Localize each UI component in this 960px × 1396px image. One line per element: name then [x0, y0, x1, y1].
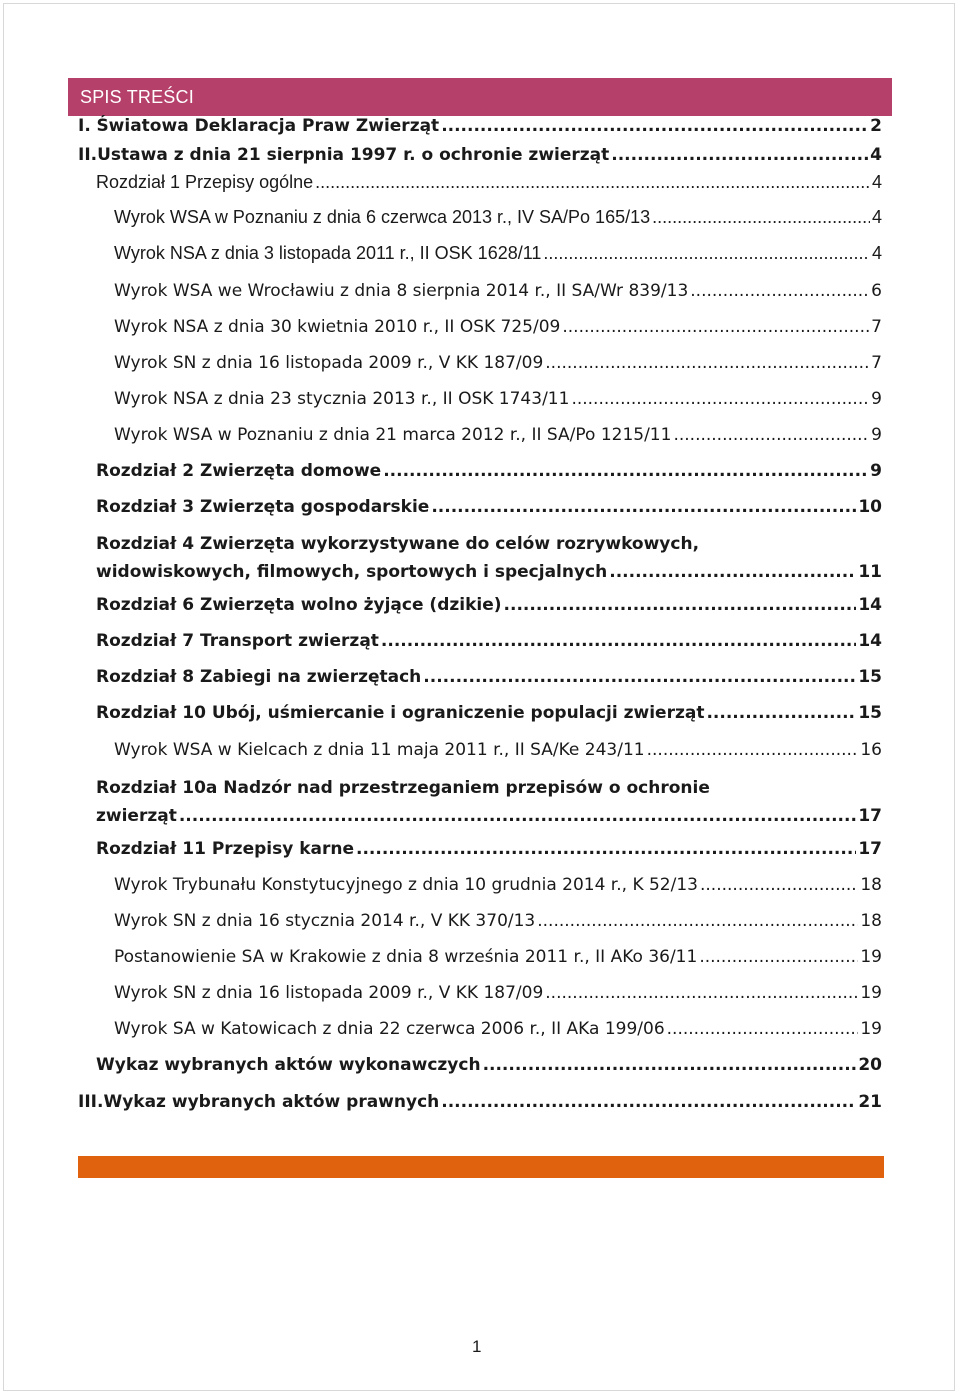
toc-entry-judgment[interactable]	[114, 911, 882, 941]
toc-entry-judgment[interactable]	[114, 207, 882, 237]
toc-entry-judgment[interactable]	[114, 1019, 882, 1049]
toc-page-number: 7	[871, 353, 882, 373]
toc-entry-label: Ustawa z dnia 21 sierpnia 1997 r. o ochronie zwierząt	[97, 145, 610, 165]
toc-entry-label: Wyrok NSA z dnia 3 listopada 2011 r., II OSK 1628/11	[114, 243, 542, 263]
toc-page-number: 19	[860, 1019, 882, 1039]
toc-entry-label: Rozdział 8 Zabiegi na zwierzętach	[96, 667, 422, 687]
toc-page-number: 2	[870, 116, 882, 136]
toc-entry-chapter-11[interactable]	[96, 839, 882, 869]
toc-page-number: 14	[858, 631, 882, 651]
toc-entry-label: Wyrok NSA z dnia 30 kwietnia 2010 r., II OSK 725/09	[114, 317, 561, 337]
toc-page-number: 20	[858, 1055, 882, 1075]
toc-page-number: 21	[858, 1092, 882, 1112]
toc-page-number: 9	[870, 461, 882, 481]
toc-page-number: 19	[860, 983, 882, 1003]
toc-page-number: 9	[871, 425, 882, 445]
toc-entry-chapter-1[interactable]	[96, 172, 882, 202]
toc-entry-chapter-8[interactable]	[96, 667, 882, 697]
toc-page-number: 15	[858, 667, 882, 687]
toc-entry-label-line2: widowiskowych, filmowych, sportowych i specjalnych	[96, 562, 608, 582]
toc-dot-leader	[441, 116, 868, 136]
toc-entry-judgment[interactable]	[114, 353, 882, 383]
toc-page-number: 18	[860, 875, 882, 895]
toc-dot-leader	[504, 595, 857, 615]
toc-page-number: 16	[860, 740, 882, 760]
toc-entry-label: Wyrok NSA z dnia 23 stycznia 2013 r., II OSK 1743/11	[114, 389, 570, 409]
toc-entry-part-3[interactable]	[78, 1092, 882, 1122]
toc-dot-leader	[647, 740, 859, 760]
toc-dot-leader	[179, 802, 856, 830]
toc-dot-leader	[609, 558, 856, 586]
toc-entry-judgment[interactable]	[114, 983, 882, 1013]
toc-page-number: 11	[858, 562, 882, 582]
toc-entry-judgment[interactable]	[114, 281, 882, 311]
toc-dot-leader	[423, 667, 856, 687]
toc-entry-chapter-4[interactable]	[96, 530, 882, 592]
toc-entry-judgment[interactable]	[114, 740, 882, 770]
toc-entry-number: II.	[78, 145, 98, 165]
toc-page-number: 19	[860, 947, 882, 967]
toc-entry-executive-acts[interactable]	[96, 1055, 882, 1085]
toc-page-number: 14	[858, 595, 882, 615]
toc-header-bar	[68, 78, 892, 116]
toc-dot-leader	[441, 1092, 856, 1112]
toc-entry-decision[interactable]	[114, 947, 882, 977]
toc-entry-label: Wyrok SA w Katowicach z dnia 22 czerwca 2006 r., II AKa 199/06	[114, 1019, 665, 1039]
toc-dot-leader	[545, 353, 869, 373]
toc-entry-judgment[interactable]	[114, 317, 882, 347]
page-number: 1	[472, 1337, 482, 1356]
toc-dot-leader	[571, 389, 869, 409]
toc-dot-leader	[383, 461, 868, 481]
toc-page-number: 10	[858, 497, 882, 517]
toc-dot-leader	[545, 983, 858, 1003]
toc-page-number: 18	[860, 911, 882, 931]
toc-dot-leader	[699, 947, 858, 967]
toc-entry-label: Rozdział 6 Zwierzęta wolno żyjące (dzikie)	[96, 595, 502, 615]
toc-entry-label: Postanowienie SA w Krakowie z dnia 8 września 2011 r., II AKo 36/11	[114, 947, 698, 967]
toc-entry-label-line2: zwierząt	[96, 806, 177, 826]
toc-entry-chapter-6[interactable]	[96, 595, 882, 625]
toc-entry-label-line1: Rozdział 4 Zwierzęta wykorzystywane do celów rozrywkowych,	[96, 534, 700, 554]
toc-entry-label: Wyrok Trybunału Konstytucyjnego z dnia 10 grudnia 2014 r., K 52/13	[114, 875, 698, 895]
toc-page-number: 4	[871, 172, 882, 192]
toc-entry-label: Rozdział 1 Przepisy ogólne	[96, 172, 314, 192]
toc-entry-label: Rozdział 3 Zwierzęta gospodarskie	[96, 497, 430, 517]
toc-dot-leader	[706, 703, 856, 723]
toc-entry-number: III.	[78, 1092, 104, 1112]
toc-entry-label: Rozdział 10 Ubój, uśmiercanie i ograniczenie populacji zwierząt	[96, 703, 705, 723]
toc-entry-label: Rozdział 7 Transport zwierząt	[96, 631, 379, 651]
toc-dot-leader	[315, 172, 870, 193]
toc-entry-number: I.	[78, 116, 91, 136]
toc-dot-leader	[543, 243, 870, 264]
toc-entry-label: Wykaz wybranych aktów prawnych	[103, 1092, 440, 1112]
toc-page-number: 6	[871, 281, 882, 301]
toc-dot-leader	[667, 1019, 859, 1039]
toc-entry-label: Wyrok SN z dnia 16 listopada 2009 r., V KK 187/09	[114, 353, 544, 373]
toc-dot-leader	[537, 911, 858, 931]
toc-entry-chapter-3[interactable]	[96, 497, 882, 527]
toc-entry-judgment[interactable]	[114, 875, 882, 905]
toc-dot-leader	[356, 839, 856, 859]
toc-page-number: 17	[858, 806, 882, 826]
toc-entry-label: Wyrok SN z dnia 16 stycznia 2014 r., V KK 370/13	[114, 911, 536, 931]
toc-dot-leader	[381, 631, 856, 651]
toc-entry-judgment[interactable]	[114, 425, 882, 455]
toc-dot-leader	[673, 425, 869, 445]
toc-dot-leader	[700, 875, 858, 895]
toc-entry-judgment[interactable]	[114, 389, 882, 419]
toc-dot-leader	[483, 1055, 857, 1075]
toc-entry-chapter-10[interactable]	[96, 703, 882, 733]
toc-page-number: 17	[858, 839, 882, 859]
toc-entry-label: Wyrok WSA w Poznaniu z dnia 6 czerwca 2013 r., IV SA/Po 165/13	[114, 207, 651, 227]
toc-entry-judgment[interactable]	[114, 243, 882, 273]
toc-entry-chapter-10a[interactable]	[96, 774, 882, 836]
footer-accent-bar	[78, 1156, 884, 1178]
toc-dot-leader	[690, 281, 869, 301]
toc-entry-label: Rozdział 11 Przepisy karne	[96, 839, 355, 859]
toc-page-number: 4	[871, 243, 882, 263]
toc-dot-leader	[652, 207, 870, 228]
toc-entry-part-1[interactable]	[78, 116, 882, 146]
toc-entry-part-2[interactable]	[78, 145, 882, 175]
toc-heading: SPIS TREŚCI	[80, 87, 194, 107]
toc-entry-chapter-2[interactable]	[96, 461, 882, 491]
toc-page-number: 4	[871, 207, 882, 227]
toc-entry-label: Rozdział 2 Zwierzęta domowe	[96, 461, 382, 481]
toc-entry-chapter-7[interactable]	[96, 631, 882, 661]
toc-dot-leader	[611, 145, 868, 165]
toc-dot-leader	[562, 317, 869, 337]
toc-entry-label: Wyrok SN z dnia 16 listopada 2009 r., V KK 187/09	[114, 983, 544, 1003]
toc-entry-label: Światowa Deklaracja Praw Zwierząt	[96, 116, 440, 136]
toc-entry-label: Wyrok WSA w Poznaniu z dnia 21 marca 2012 r., II SA/Po 1215/11	[114, 425, 672, 445]
toc-dot-leader	[431, 497, 856, 517]
toc-page-number: 15	[858, 703, 882, 723]
toc-entry-label-line1: Rozdział 10a Nadzór nad przestrzeganiem przepisów o ochronie	[96, 778, 710, 798]
toc-entry-label: Wyrok WSA w Kielcach z dnia 11 maja 2011 r., II SA/Ke 243/11	[114, 740, 645, 760]
toc-entry-label: Wykaz wybranych aktów wykonawczych	[96, 1055, 481, 1075]
toc-page-number: 4	[870, 145, 882, 165]
toc-page-number: 9	[871, 389, 882, 409]
toc-page-number: 7	[871, 317, 882, 337]
toc-entry-label: Wyrok WSA we Wrocławiu z dnia 8 sierpnia 2014 r., II SA/Wr 839/13	[114, 281, 689, 301]
